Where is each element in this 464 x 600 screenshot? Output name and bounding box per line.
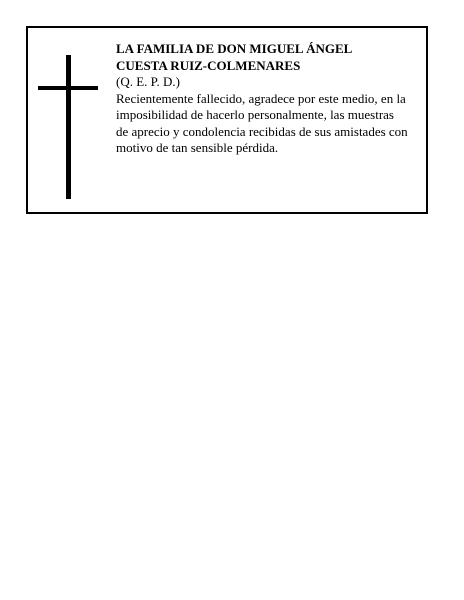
notice-body: [116, 74, 424, 157]
notice-text: [116, 41, 424, 157]
obituary-notice: [26, 26, 428, 214]
cross-horizontal-bar: [38, 86, 98, 90]
notice-title-line-2: CUESTA RUIZ-COLMENARES: [116, 57, 301, 73]
notice-title: [116, 41, 424, 74]
notice-body-line-1: Recientemente fallecido, agradece por este medio, en la: [116, 90, 406, 106]
notice-body-line-2: imposibilidad de hacerlo personalmente, las muestras: [116, 107, 394, 122]
notice-body-line-4: motivo de tan sensible pérdida.: [116, 140, 279, 155]
notice-body-line-3: de aprecio y condolencia recibidas de sus amistades con: [116, 123, 408, 139]
cross-vertical-bar: [66, 55, 71, 199]
rest-in-peace-line: (Q. E. P. D.): [116, 74, 180, 89]
notice-title-line-1: LA FAMILIA DE DON MIGUEL ÁNGEL: [116, 41, 353, 56]
cross-icon: [38, 55, 98, 199]
